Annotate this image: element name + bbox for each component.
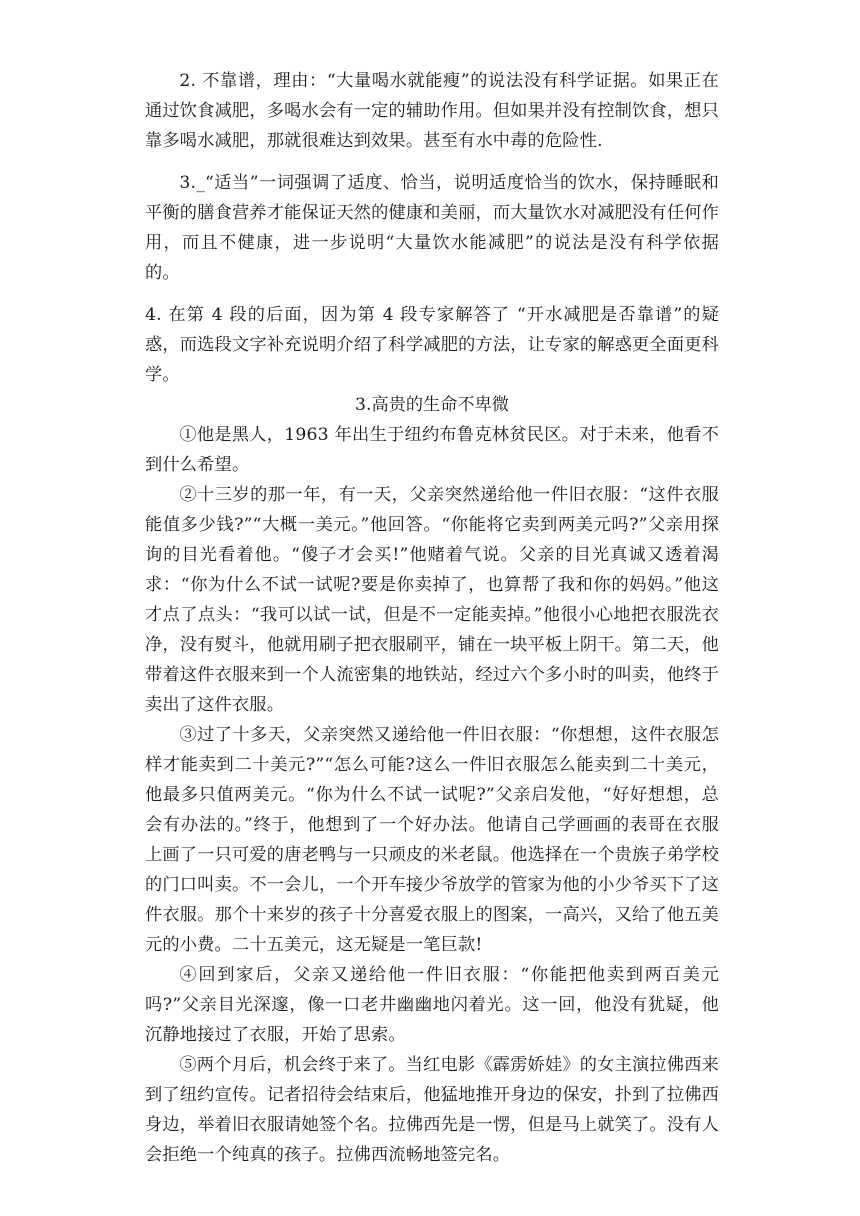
article-paragraph-5: ⑤两个月后，机会终于来了。当红电影《霹雳娇娃》的女主演拉佛西来到了纽约宣传。记者招待会结束后，他猛地推开身边的保安，扑到了拉佛西身边，举着旧衣服请她签个名。拉佛西先是一愣，但是马上就笑了。没有人会拒绝一个纯真的孩子。拉佛西流畅地签完名。	[145, 1055, 719, 1165]
article-title: 3.高贵的生命不卑微	[355, 395, 509, 415]
answer-2: 2. 不靠谱，理由：“大量喝水就能瘦”的说法没有科学证据。如果正在通过饮食减肥，多喝水会有一定的辅助作用。但如果并没有控制饮食，想只靠多喝水减肥，那就很难达到效果。甚至有水中毒的危险性.	[145, 71, 719, 151]
article-paragraph-2: ②十三岁的那一年，有一天，父亲突然递给他一件旧衣服：“这件衣服能值多少钱?”“大概一美元。”他回答。“你能将它卖到两美元吗?”父亲用探询的目光看着他。“傻子才会买!”他赌着气说。父亲的目光真诚又透着渴求：“你为什么不试一试呢?要是你卖掉了，也算帮了我和你的妈妈。”他这才点了点头：“我可以试一试，但是不一定能卖掉。”他很小心地把衣服洗衣净，没有熨斗，他就用刷子把衣服刷平，铺在一块平板上阴干。第二天，他带着这件衣服来到一个人流密集的地铁站，经过六个多小时的叫卖，他终于卖出了这件衣服。	[145, 485, 719, 715]
article-paragraph-3: ③过了十多天，父亲突然又递给他一件旧衣服：“你想想，这件衣服怎样才能卖到二十美元?”“怎么可能?这么一件旧衣服怎么能卖到二十美元，他最多只值两美元。“你为什么不试一试呢?”父亲启发他，“好好想想，总会有办法的。”终于，他想到了一个好办法。他请自己学画画的表哥在衣服上画了一只可爱的唐老鸭与一只顽皮的米老鼠。他选择在一个贵族子弟学校的门口叫卖。不一会儿，一个开车接少爷放学的管家为他的小少爷买下了这件衣服。那个十来岁的孩子十分喜爱衣服上的图案，一高兴，又给了他五美元的小费。二十五美元，这无疑是一笔巨款!	[145, 725, 719, 955]
document-content	[145, 66, 719, 1170]
answer-3: 3._“适当”一词强调了适度、恰当，说明适度恰当的饮水，保持睡眠和平衡的膳食营养才能保证天然的健康和美丽，而大量饮水对减肥没有任何作用，而且不健康，进一步说明“大量饮水能减肥”的说法是没有科学依据的。	[145, 173, 719, 283]
answer-4: 4. 在第 4 段的后面，因为第 4 段专家解答了 “开水减肥是否靠谱”的疑惑，而选段文字补充说明介绍了科学减肥的方法，让专家的解惑更全面更科学。	[145, 305, 719, 385]
article-paragraph-4: ④回到家后，父亲又递给他一件旧衣服：“你能把他卖到两百美元吗?”父亲目光深邃，像一口老井幽幽地闪着光。这一回，他没有犹疑，他沉静地接过了衣服，开始了思索。	[145, 965, 719, 1045]
article-paragraph-1: ①他是黑人，1963 年出生于纽约布鲁克林贫民区。对于未来，他看不到什么希望。	[145, 425, 719, 475]
